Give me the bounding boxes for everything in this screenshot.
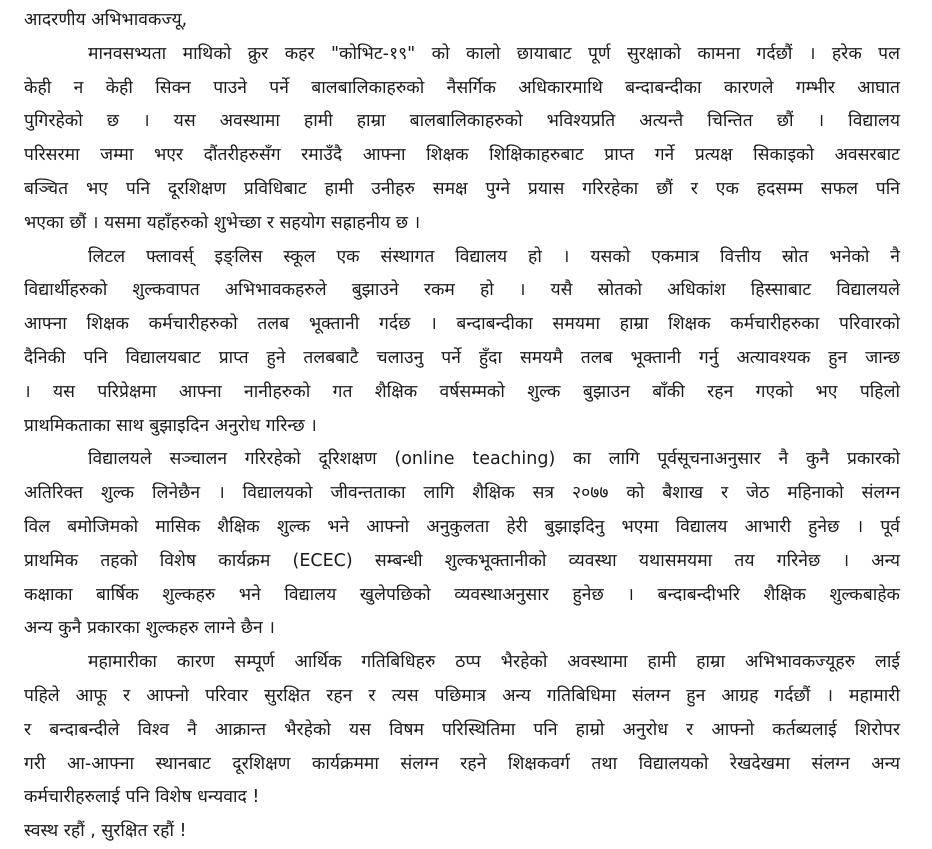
paragraph-line: पुगिरहेको छ । यस अवस्थामा हामी हाम्रा बालबालिकाहरुको भविश्यप्रति अत्यन्तै चिन्तित छौं । विद्यालय: [24, 111, 900, 132]
paragraph-line: प्राथमिकताका साथ बुझाइदिन अनुरोध गरिन्छ ।: [24, 415, 317, 436]
paragraph-line: अन्य कुनै प्रकारका शुल्कहरु लाग्ने छैन ।: [24, 618, 275, 639]
paragraph-line: । यस परिप्रेक्षमा आफ्ना नानीहरुको गत शैक्षिक वर्षसम्मको शुल्क बुझाउन बाँकी रहन गएको भए पहिलो: [24, 381, 900, 402]
paragraph-line: भएका छौं । यसमा यहाँहरुको शुभेच्छा र सहयोग सह्राहनीय छ ।: [24, 212, 421, 233]
paragraph-line: मानवसभ्यता माथिको क्रुर कहर "कोभिट-१९" को कालो छायाबाट पूर्ण सुरक्षाको कामना गर्दछौं । हरेक पल: [88, 43, 900, 64]
paragraph-line: लिटल फ्लावर्स् इङ्लिस स्कूल एक संस्थागत विद्यालय हो । यसको एकमात्र वित्तीय स्रोत भनेको नै: [88, 246, 900, 267]
paragraph-line: कक्षाका बार्षिक शुल्कहरु भने विद्यालय खुलेपछिको व्यवस्थाअनुसार हुनेछ । बन्दाबन्दीभरि शैक्षिक शुल्कबाहेक: [24, 584, 900, 605]
paragraph-line: आफ्ना शिक्षक कर्मचारीहरुको तलब भूक्तानी गर्दछ । बन्दाबन्दीका समयमा हाम्रा शिक्षक कर्मचारीहरुका परिवारको: [24, 314, 900, 335]
paragraph-line: विद्यार्थीहरुको शुल्कवापत अभिभावकहरुले बुझाउने रकम हो । यसै स्रोतको अधिकांश हिस्साबाट विद्यालयले: [24, 280, 900, 301]
paragraph-line: अतिरिक्त शुल्क लिनेछैन । विद्यालयको जीवन्तताका लागि शैक्षिक सत्र २०७७ को बैशाख र जेठ महिनाको संलग्न: [24, 483, 900, 504]
salutation: आदरणीय अभिभावकज्यू,: [24, 10, 188, 30]
paragraph-line: विद्यालयले सञ्चालन गरिरहेको दूरिशक्षण (online teaching) का लागि पूर्वसूचनाअनुसार नै कुनै प्रकारको: [88, 449, 900, 470]
letter-document: [24, 4, 900, 849]
paragraph-2: [24, 241, 900, 444]
paragraph-4: [24, 646, 900, 815]
paragraph-line: दैनिकी पनि विद्यालयबाट प्राप्त हुने तलबबाटै चलाउनु पर्ने हुँदा समयमै तलब भूक्तानी गर्नु अत्यावश्यक हुन जान्छ: [24, 347, 900, 368]
paragraph-line: पहिले आफू र आफ्नो परिवार सुरक्षित रहन र त्यस पछिमात्र अन्य गतिबिधिमा संलग्न हुन आग्रह गर्दछौं । महामारी: [24, 685, 900, 706]
paragraph-line: परिसरमा जम्मा भएर दौंतरीहरुसँग रमाउँदै आफ्ना शिक्षक शिक्षिकाहरुबाट प्राप्त गर्ने प्रत्यक्ष सिकाइको अवसरबाट: [24, 145, 900, 166]
paragraph-line: र बन्दाबन्दीले विश्व नै आक्रान्त भैरहेको यस विषम परिस्थितिमा पनि हाम्रो अनुरोध र आफ्नो कर्तब्यलाई शिरोपर: [24, 719, 900, 740]
paragraph-line: गरी आ-आफ्ना स्थानबाट दूरशिक्षण कार्यक्रममा संलग्न रहने शिक्षकवर्ग तथा विद्यालयको रेखदेखमा संलग्न अन्य: [24, 753, 900, 774]
closing-line: स्वस्थ रहौं , सुरक्षित रहौं !: [24, 821, 187, 842]
paragraph-line: केही न केही सिक्न पाउने पर्ने बालबालिकाहरुको नैसर्गिक अधिकारमाथि बन्दाबन्दीका कारणले गम्भीर आघात: [24, 77, 900, 98]
paragraph-line: विल बमोजिमको मासिक शैक्षिक शुल्क भने आफ्नो अनुकुलता हेरी बुझाइदिनु भएमा विद्यालय आभारी हुनेछ । पूर्व: [24, 516, 900, 537]
paragraph-line: बञ्चित भए पनि दूरशिक्षण प्रविधिबाट हामी उनीहरु समक्ष पुग्ने प्रयास गरिरहेका छौं र एक हदसम्म सफल पनि: [24, 178, 900, 199]
paragraph-1: [24, 38, 900, 241]
paragraph-line: कर्मचारीहरुलाई पनि विशेष धन्यवाद !: [24, 787, 260, 808]
paragraph-3: [24, 443, 900, 646]
paragraph-line: महामारीका कारण सम्पूर्ण आर्थिक गतिबिधिहरु ठप्प भैरहेको अवस्थामा हामी हाम्रा अभिभावकज्यूहरु लाई: [88, 652, 900, 673]
paragraph-line: प्राथमिक तहको विशेष कार्यक्रम (ECEC) सम्बन्धी शुल्कभूक्तानीको व्यवस्था यथासमयमा तय गरिनेछ । अन्य: [24, 550, 900, 571]
